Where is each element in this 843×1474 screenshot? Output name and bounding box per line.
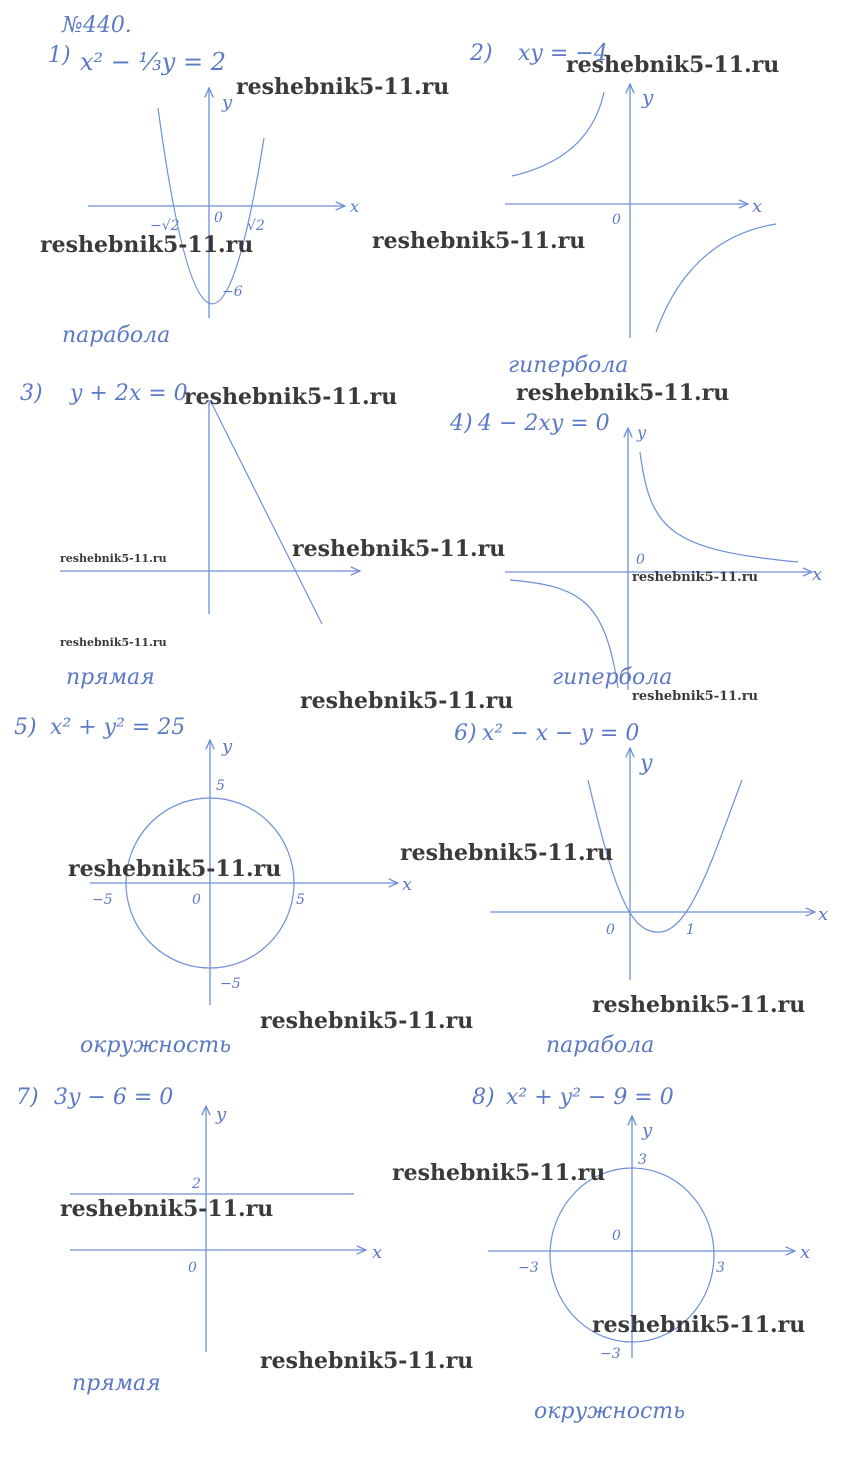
- graph-1-y-label: y: [222, 92, 233, 113]
- graph-6-number: 6): [454, 721, 477, 746]
- graph-6-equation: x² − x − y = 0: [482, 721, 640, 746]
- graph-4-tick-origin: 0: [636, 552, 645, 568]
- problem-label: №440.: [62, 13, 132, 38]
- graph-7-equation: 3y − 6 = 0: [54, 1085, 174, 1110]
- watermark: reshebnik5-11.ru: [372, 228, 586, 254]
- graph-6-caption: парабола: [546, 1033, 655, 1058]
- graph-2-tick-origin: 0: [612, 212, 621, 228]
- graph-8-x-label: x: [800, 1242, 811, 1263]
- graph-5-equation: x² + y² = 25: [50, 715, 186, 740]
- graph-8-tick-pos-x: 3: [716, 1260, 725, 1276]
- watermark: reshebnik5-11.ru: [184, 384, 398, 410]
- graph-5-tick-pos-y: 5: [216, 778, 225, 794]
- graph-8-y-label: y: [642, 1120, 653, 1141]
- graph-6-tick-origin: 0: [606, 922, 615, 938]
- graph-5-tick-neg-x: −5: [92, 892, 113, 908]
- graph-1-number: 1): [48, 43, 71, 68]
- graph-3-equation: y + 2x = 0: [70, 381, 188, 406]
- graph-4-y-label: y: [637, 423, 647, 442]
- watermark: reshebnik5-11.ru: [400, 840, 614, 866]
- watermark: reshebnik5-11.ru: [632, 689, 759, 704]
- watermark: reshebnik5-11.ru: [392, 1160, 606, 1186]
- graph-1-caption: парабола: [62, 323, 171, 348]
- graph-2-caption: гипербола: [508, 353, 629, 378]
- watermark: reshebnik5-11.ru: [60, 1196, 274, 1222]
- graph-2-x-label: x: [752, 196, 763, 217]
- watermark: reshebnik5-11.ru: [260, 1348, 474, 1374]
- graph-4-caption: гипербола: [552, 665, 673, 690]
- graph-5-tick-pos-x: 5: [296, 892, 305, 908]
- graph-4-branch-right: [640, 452, 798, 562]
- watermark: reshebnik5-11.ru: [632, 570, 759, 585]
- graph-8-tick-neg-y: −3: [600, 1346, 621, 1362]
- watermark: reshebnik5-11.ru: [260, 1008, 474, 1034]
- graph-1-tick-neg-x: −√2: [150, 218, 180, 234]
- graph-2-branch-left: [512, 92, 604, 176]
- graph-7-x-label: x: [372, 1242, 383, 1263]
- graph-4-equation: 4 − 2xy = 0: [478, 411, 610, 436]
- graph-2-equation: xy = −4: [518, 41, 608, 66]
- watermarks: [40, 52, 805, 1374]
- graph-1-tick-origin: 0: [214, 210, 223, 226]
- graph-5-number: 5): [14, 715, 37, 740]
- graph-8-equation: x² + y² − 9 = 0: [506, 1085, 674, 1110]
- graph-5-caption: окружность: [80, 1033, 232, 1058]
- graph-7-tick-origin: 0: [188, 1260, 197, 1276]
- graph-7-y-label: y: [216, 1104, 227, 1125]
- graph-4-number: 4): [450, 411, 473, 436]
- graph-1-x-label: x: [350, 197, 360, 216]
- graph-1-tick-pos-x: √2: [247, 218, 265, 234]
- watermark: reshebnik5-11.ru: [60, 636, 167, 649]
- watermark: reshebnik5-11.ru: [516, 380, 730, 406]
- graph-5-x-label: x: [402, 874, 413, 895]
- graph-8-number: 8): [472, 1085, 495, 1110]
- graph-2-y-label: y: [642, 85, 654, 109]
- graph-7-caption: прямая: [72, 1371, 161, 1396]
- watermark: reshebnik5-11.ru: [40, 232, 254, 258]
- watermark: reshebnik5-11.ru: [592, 1312, 806, 1338]
- graph-5: [14, 715, 412, 1058]
- graph-8-caption: окружность: [534, 1399, 686, 1424]
- graph-5-y-label: y: [222, 736, 233, 757]
- graph-8-tick-pos-y: 3: [638, 1152, 647, 1168]
- graph-6-tick-pos-x: 1: [686, 922, 695, 938]
- graph-2-number: 2): [470, 41, 493, 66]
- graph-5-tick-origin: 0: [192, 892, 201, 908]
- graph-2: [469, 41, 776, 378]
- graph-1-tick-y-min: −6: [222, 284, 243, 300]
- graph-3-line: [210, 400, 322, 624]
- graph-7-number: 7): [16, 1085, 39, 1110]
- graph-6-y-label: y: [640, 751, 653, 776]
- watermark: reshebnik5-11.ru: [68, 856, 282, 882]
- graph-8-tick-origin: 0: [612, 1228, 621, 1244]
- graph-6-x-label: x: [818, 904, 829, 925]
- watermark: reshebnik5-11.ru: [300, 688, 514, 714]
- watermark: reshebnik5-11.ru: [60, 552, 167, 565]
- graph-1-equation: x² − ⅓y = 2: [80, 48, 226, 76]
- graph-8-tick-neg-x: −3: [518, 1260, 539, 1276]
- graph-7-tick-pos-y: 2: [192, 1176, 201, 1192]
- graph-8: [472, 1085, 810, 1424]
- watermark: reshebnik5-11.ru: [236, 74, 450, 100]
- graph-4-x-label: x: [812, 564, 823, 585]
- graph-3-caption: прямая: [66, 665, 155, 690]
- graph-2-branch-right: [656, 224, 776, 332]
- graph-5-tick-neg-y: −5: [220, 976, 241, 992]
- watermark: reshebnik5-11.ru: [566, 52, 780, 78]
- watermark: reshebnik5-11.ru: [292, 536, 506, 562]
- watermark: reshebnik5-11.ru: [592, 992, 806, 1018]
- graph-3-number: 3): [20, 381, 43, 406]
